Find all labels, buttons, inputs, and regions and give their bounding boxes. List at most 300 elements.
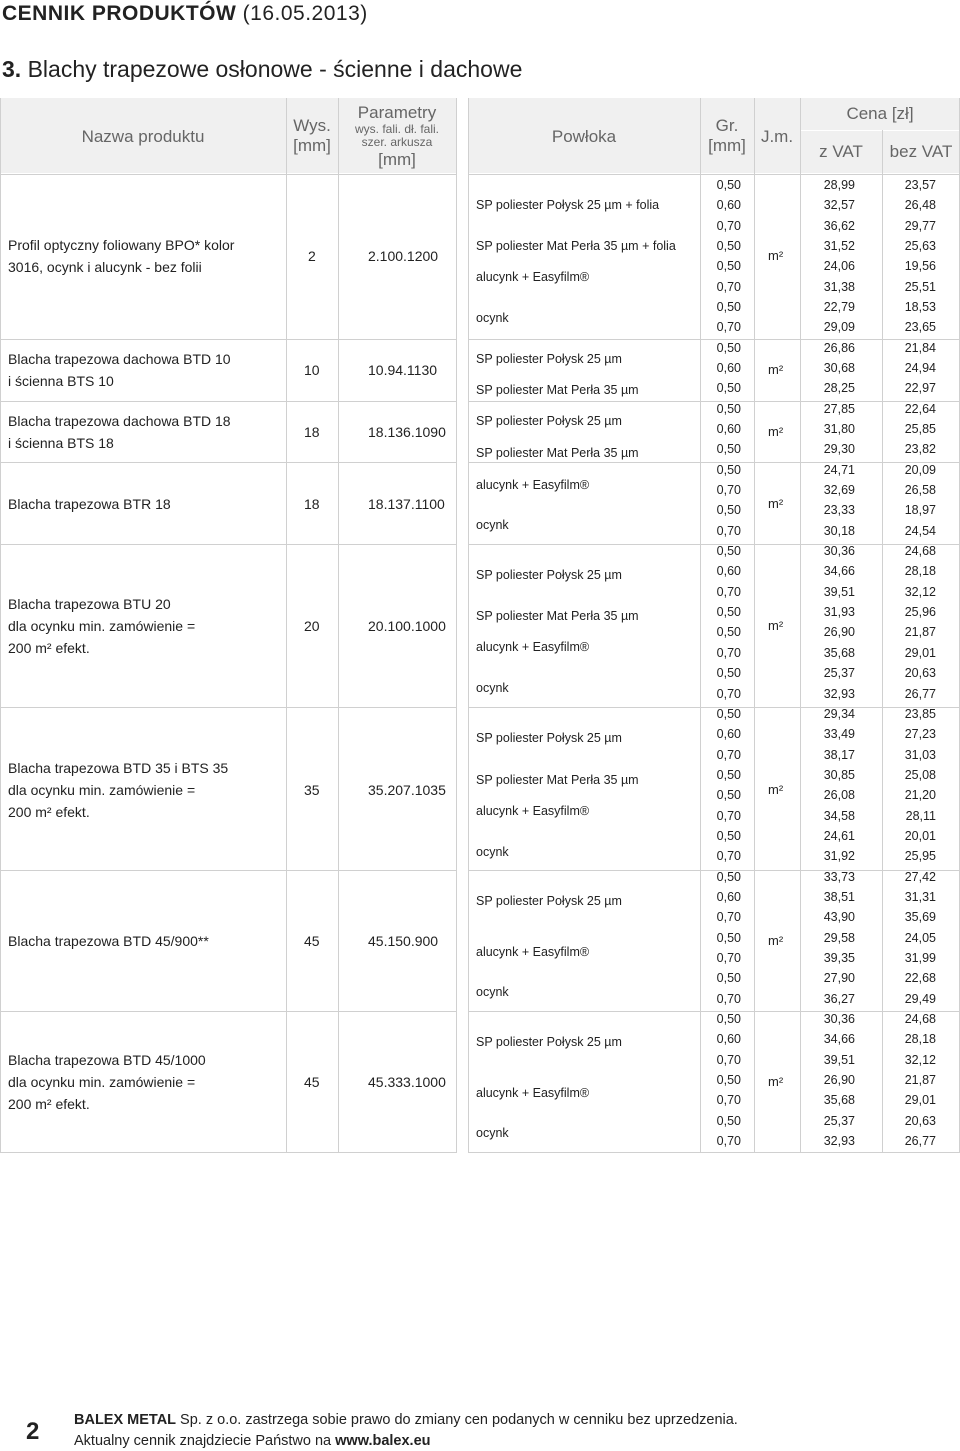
coating-label: alucynk + Easyfilm® xyxy=(476,804,590,818)
height-btd45-1000: 45 xyxy=(304,1074,320,1090)
header-thickness xyxy=(700,116,754,155)
left-sep-3 xyxy=(0,462,456,463)
price-net-cell: 26,77 xyxy=(904,1133,936,1148)
price-vat-cell: 34,66 xyxy=(823,1032,855,1047)
left-sep-5 xyxy=(0,707,456,708)
thickness-cell: 0,50 xyxy=(716,259,741,274)
price-net-cell: 21,87 xyxy=(904,625,936,640)
price-row xyxy=(468,216,960,236)
thickness-cell: 0,50 xyxy=(716,788,741,803)
coating-label: SP poliester Mat Perła 35 µm xyxy=(476,446,639,460)
price-vat-cell: 39,35 xyxy=(823,950,855,965)
price-net-cell: 23,82 xyxy=(904,442,936,457)
thickness-cell: 0,70 xyxy=(716,747,741,762)
col-line-height xyxy=(286,98,287,1153)
header-height xyxy=(286,116,338,155)
product-btd35-line2: dla ocynku min. zamówienie = xyxy=(8,782,196,798)
price-net-cell: 27,42 xyxy=(904,869,936,884)
col-line-params xyxy=(338,98,339,1153)
params-btd45-1000: 45.333.1000 xyxy=(368,1074,446,1090)
price-net-cell: 23,57 xyxy=(904,178,936,192)
coating-label: alucynk + Easyfilm® xyxy=(476,640,590,654)
footer-website[interactable]: www.balex.eu xyxy=(335,1433,431,1449)
params-btd10: 10.94.1130 xyxy=(368,362,438,378)
product-btd45-900 xyxy=(8,930,209,952)
price-row xyxy=(468,277,960,297)
height-btd35: 35 xyxy=(304,782,320,798)
price-vat-cell: 38,17 xyxy=(823,747,855,762)
price-row xyxy=(468,561,960,581)
price-vat-cell: 31,80 xyxy=(823,422,855,437)
coating-label: alucynk + Easyfilm® xyxy=(476,478,590,492)
thickness-cell: 0,50 xyxy=(716,1011,741,1026)
price-vat-cell: 30,68 xyxy=(823,361,855,376)
price-vat-cell: 26,86 xyxy=(823,340,855,355)
thickness-cell: 0,50 xyxy=(716,625,741,640)
thickness-cell: 0,50 xyxy=(716,401,741,416)
footer-company: BALEX METAL xyxy=(74,1412,177,1428)
unit-label: m² xyxy=(768,618,784,633)
product-btd45-1000 xyxy=(8,1049,206,1115)
price-vat-cell: 35,68 xyxy=(823,1093,855,1108)
price-net-cell: 24,05 xyxy=(904,930,936,945)
header-params-sub1: wys. fali. dł. fali. xyxy=(354,121,440,136)
price-net-cell: 21,87 xyxy=(904,1072,936,1087)
title-date: (16.05.2013) xyxy=(242,2,368,25)
height-btr18: 18 xyxy=(304,496,320,512)
product-btr18 xyxy=(8,493,171,515)
footer-line1-rest: Sp. z o.o. zastrzega sobie prawo do zmiany cen podanych w cenniku bez uprzedzenia. xyxy=(176,1412,738,1428)
price-header-divider xyxy=(800,130,960,131)
thickness-cell: 0,50 xyxy=(716,544,741,559)
product-btu20-line2: dla ocynku min. zamówienie = xyxy=(8,618,196,634)
price-row xyxy=(468,1111,960,1131)
header-price: Cena [zł] xyxy=(846,104,914,123)
coating-label: alucynk + Easyfilm® xyxy=(476,270,590,284)
left-sep-7 xyxy=(0,1011,456,1012)
price-net-cell: 25,08 xyxy=(904,767,936,782)
price-row xyxy=(468,1050,960,1070)
product-btr18-line1: Blacha trapezowa BTR 18 xyxy=(8,496,171,512)
footer-note xyxy=(74,1410,738,1451)
thickness-cell: 0,50 xyxy=(716,1072,741,1087)
price-vat-cell: 33,73 xyxy=(823,869,855,884)
price-row xyxy=(468,236,960,256)
price-row xyxy=(468,1090,960,1110)
product-btd10 xyxy=(8,348,231,392)
product-btd18 xyxy=(8,410,231,454)
product-bpo xyxy=(8,234,234,278)
section-title: Blachy trapezowe osłonowe - ścienne i dachowe xyxy=(27,56,523,82)
price-net-cell: 29,77 xyxy=(904,218,936,233)
price-vat-cell: 31,92 xyxy=(823,849,855,864)
price-vat-cell: 39,51 xyxy=(823,584,855,599)
price-row xyxy=(468,724,960,744)
page-number: 2 xyxy=(26,1418,40,1445)
thickness-cell: 0,50 xyxy=(716,442,741,457)
price-row xyxy=(468,989,960,1009)
left-sep-0 xyxy=(0,174,456,175)
price-vat-cell: 32,69 xyxy=(823,483,855,498)
price-row xyxy=(468,256,960,276)
price-net-cell: 31,03 xyxy=(904,747,936,762)
price-vat-cell: 34,66 xyxy=(823,564,855,579)
thickness-cell: 0,70 xyxy=(716,645,741,660)
title-text: CENNIK PRODUKTÓW xyxy=(2,2,237,25)
thickness-cell: 0,50 xyxy=(716,828,741,843)
price-vat-cell: 35,68 xyxy=(823,645,855,660)
coating-label: SP poliester Mat Perła 35 µm xyxy=(476,383,639,397)
header-thickness-label: Gr. xyxy=(715,116,739,135)
price-vat-cell: 29,58 xyxy=(823,930,855,945)
thickness-cell: 0,50 xyxy=(716,930,741,945)
price-net-cell: 18,53 xyxy=(904,300,936,315)
product-btd35-line3: 200 m² efekt. xyxy=(8,804,90,820)
price-vat-cell: 24,06 xyxy=(823,259,855,274)
price-net-cell: 29,01 xyxy=(904,1093,936,1108)
unit-label: m² xyxy=(768,1074,784,1089)
right-sep-8 xyxy=(468,1152,960,1153)
price-row xyxy=(468,846,960,866)
price-vat-cell: 31,93 xyxy=(823,605,855,620)
height-btd18: 18 xyxy=(304,424,320,440)
price-vat-cell: 30,85 xyxy=(823,767,855,782)
price-net-cell: 21,84 xyxy=(904,340,936,355)
price-net-cell: 28,18 xyxy=(904,564,936,579)
price-vat-cell: 25,37 xyxy=(823,1113,855,1128)
coating-label: alucynk + Easyfilm® xyxy=(476,945,590,959)
price-row xyxy=(468,541,960,561)
price-vat-cell: 36,27 xyxy=(823,991,855,1006)
unit-label: m² xyxy=(768,248,784,263)
params-btu20: 20.100.1000 xyxy=(368,618,446,634)
price-row xyxy=(468,419,960,439)
thickness-cell: 0,50 xyxy=(716,767,741,782)
price-net-cell: 31,31 xyxy=(904,889,936,904)
thickness-cell: 0,50 xyxy=(716,340,741,355)
params-bpo: 2.100.1200 xyxy=(368,248,439,264)
price-row xyxy=(468,806,960,826)
params-btr18: 18.137.1100 xyxy=(368,496,445,512)
price-vat-cell: 27,90 xyxy=(823,971,855,986)
price-net-cell: 27,23 xyxy=(904,727,936,742)
coating-label: SP poliester Mat Perła 35 µm xyxy=(476,773,639,787)
thickness-cell: 0,70 xyxy=(716,218,741,233)
price-row xyxy=(468,968,960,988)
thickness-cell: 0,50 xyxy=(716,503,741,518)
product-btd10-line2: i ścienna BTS 10 xyxy=(8,373,114,389)
price-net-cell: 18,97 xyxy=(904,503,936,518)
price-net-cell: 24,54 xyxy=(904,523,936,538)
price-row xyxy=(468,175,960,195)
price-row xyxy=(468,297,960,317)
thickness-cell: 0,70 xyxy=(716,950,741,965)
product-btd35-line1: Blacha trapezowa BTD 35 i BTS 35 xyxy=(8,760,229,776)
price-vat-cell: 27,85 xyxy=(823,401,855,416)
thickness-cell: 0,50 xyxy=(716,971,741,986)
footer-line2 xyxy=(74,1431,738,1451)
price-net-cell: 26,77 xyxy=(904,686,936,701)
price-vat-cell: 39,51 xyxy=(823,1052,855,1067)
price-row xyxy=(468,867,960,887)
coating-label: ocynk xyxy=(476,985,509,999)
coating-label: SP poliester Połysk 25 µm xyxy=(476,568,622,582)
coating-label: SP poliester Połysk 25 µm xyxy=(476,1035,622,1049)
price-row xyxy=(468,480,960,500)
thickness-cell: 0,70 xyxy=(716,1093,741,1108)
price-net-cell: 22,64 xyxy=(904,401,936,416)
thickness-cell: 0,70 xyxy=(716,320,741,335)
thickness-cell: 0,70 xyxy=(716,686,741,701)
price-row xyxy=(468,928,960,948)
product-bpo-line1: Profil optyczny foliowany BPO* kolor xyxy=(8,237,235,253)
price-vat-cell: 33,49 xyxy=(823,727,855,742)
price-vat-cell: 36,62 xyxy=(823,218,855,233)
header-height-unit: [mm] xyxy=(293,135,331,155)
col-line-left-start xyxy=(0,98,1,1153)
header-params-sub2: szer. arkusza xyxy=(361,135,433,150)
price-vat-cell: 24,61 xyxy=(823,828,855,843)
params-btd45-900: 45.150.900 xyxy=(368,933,439,949)
product-btd45-1000-line3: 200 m² efekt. xyxy=(8,1096,90,1112)
price-row xyxy=(468,1009,960,1029)
thickness-cell: 0,50 xyxy=(716,869,741,884)
thickness-cell: 0,50 xyxy=(716,1113,741,1128)
params-btd35: 35.207.1035 xyxy=(368,782,446,798)
price-row xyxy=(468,643,960,663)
coating-label: SP poliester Mat Perła 35 µm + folia xyxy=(476,239,676,253)
price-net-cell: 29,01 xyxy=(904,645,936,660)
price-row xyxy=(468,358,960,378)
price-net-cell: 28,18 xyxy=(904,1032,936,1047)
thickness-cell: 0,70 xyxy=(716,1052,741,1067)
price-row xyxy=(468,500,960,520)
unit-label: m² xyxy=(768,496,784,511)
price-row xyxy=(468,826,960,846)
price-row xyxy=(468,704,960,724)
coating-label: SP poliester Mat Perła 35 µm xyxy=(476,609,639,623)
price-row xyxy=(468,887,960,907)
price-vat-cell: 25,37 xyxy=(823,666,855,681)
product-btd18-line2: i ścienna BTS 18 xyxy=(8,435,114,451)
price-vat-cell: 22,79 xyxy=(823,300,855,315)
height-btu20: 20 xyxy=(304,618,320,634)
price-vat-cell: 30,18 xyxy=(823,523,855,538)
price-vat-cell: 23,33 xyxy=(823,503,855,518)
price-vat-cell: 29,34 xyxy=(823,706,855,721)
price-net-cell: 26,58 xyxy=(904,483,936,498)
price-row xyxy=(468,602,960,622)
price-net-cell: 21,20 xyxy=(904,788,936,803)
price-net-cell: 32,12 xyxy=(904,1052,936,1067)
price-net-cell: 28,11 xyxy=(905,808,936,823)
left-sep-1 xyxy=(0,339,456,340)
coating-label: SP poliester Połysk 25 µm xyxy=(476,352,622,366)
height-btd45-900: 45 xyxy=(304,933,320,949)
thickness-cell: 0,50 xyxy=(716,381,741,396)
coating-label: ocynk xyxy=(476,1126,509,1140)
unit-label: m² xyxy=(768,424,784,439)
price-row xyxy=(468,195,960,215)
thickness-cell: 0,60 xyxy=(716,198,741,213)
price-net-cell: 25,85 xyxy=(904,422,936,437)
header-coating: Powłoka xyxy=(551,127,617,146)
product-btd35 xyxy=(8,757,228,823)
price-net-cell: 31,99 xyxy=(904,950,936,965)
product-btu20-line1: Blacha trapezowa BTU 20 xyxy=(8,596,171,612)
price-row xyxy=(468,1070,960,1090)
thickness-cell: 0,70 xyxy=(716,584,741,599)
unit-label: m² xyxy=(768,362,784,377)
price-net-cell: 22,97 xyxy=(904,381,936,396)
price-net-cell: 24,94 xyxy=(904,361,936,376)
coating-label: ocynk xyxy=(476,845,509,859)
price-row xyxy=(468,663,960,683)
product-btu20 xyxy=(8,593,195,659)
document-header xyxy=(0,0,960,96)
header-unit: J.m. xyxy=(760,127,794,146)
thickness-cell: 0,50 xyxy=(716,178,741,192)
header-height-label: Wys. xyxy=(293,116,331,135)
thickness-cell: 0,70 xyxy=(716,991,741,1006)
height-btd10: 10 xyxy=(304,362,320,378)
thickness-cell: 0,50 xyxy=(716,239,741,254)
price-vat-cell: 31,52 xyxy=(823,239,855,254)
price-row xyxy=(468,745,960,765)
price-net-cell: 25,63 xyxy=(904,239,936,254)
coating-label: ocynk xyxy=(476,518,509,532)
thickness-cell: 0,60 xyxy=(716,422,741,437)
price-row xyxy=(468,1131,960,1151)
header-params-title: Parametry xyxy=(357,103,437,122)
product-btu20-line3: 200 m² efekt. xyxy=(8,640,90,656)
price-row xyxy=(468,907,960,927)
unit-label: m² xyxy=(768,782,784,797)
price-row xyxy=(468,622,960,642)
price-net-cell: 24,68 xyxy=(904,1011,936,1026)
height-bpo: 2 xyxy=(308,248,316,264)
coating-label: SP poliester Połysk 25 µm xyxy=(476,414,622,428)
thickness-cell: 0,60 xyxy=(716,1032,741,1047)
price-net-cell: 19,56 xyxy=(904,259,936,274)
thickness-cell: 0,60 xyxy=(716,889,741,904)
section-heading xyxy=(2,56,522,83)
thickness-cell: 0,60 xyxy=(716,361,741,376)
coating-label: ocynk xyxy=(476,681,509,695)
product-btd45-1000-line2: dla ocynku min. zamówienie = xyxy=(8,1074,196,1090)
left-sep-8 xyxy=(0,1152,456,1153)
price-net-cell: 32,12 xyxy=(904,584,936,599)
left-sep-6 xyxy=(0,870,456,871)
price-vat-cell: 28,25 xyxy=(823,381,855,396)
header-without-vat: bez VAT xyxy=(889,142,953,161)
price-net-cell: 25,96 xyxy=(904,605,936,620)
price-vat-cell: 26,90 xyxy=(823,625,855,640)
coating-label: SP poliester Połysk 25 µm + folia xyxy=(476,198,660,212)
price-vat-cell: 43,90 xyxy=(823,910,855,925)
price-vat-cell: 26,90 xyxy=(823,1072,855,1087)
price-vat-cell: 32,93 xyxy=(823,686,855,701)
product-btd45-900-line1: Blacha trapezowa BTD 45/900** xyxy=(8,933,209,949)
thickness-cell: 0,70 xyxy=(716,279,741,294)
coating-label: SP poliester Połysk 25 µm xyxy=(476,731,622,745)
price-row xyxy=(468,684,960,704)
thickness-cell: 0,70 xyxy=(716,910,741,925)
price-net-cell: 20,09 xyxy=(904,462,936,477)
price-vat-cell: 30,36 xyxy=(823,544,855,559)
price-vat-cell: 30,36 xyxy=(823,1011,855,1026)
coating-label: ocynk xyxy=(476,311,509,325)
header-with-vat: z VAT xyxy=(819,142,863,161)
thickness-cell: 0,50 xyxy=(716,462,741,477)
price-net-cell: 20,01 xyxy=(904,828,936,843)
price-net-cell: 22,68 xyxy=(904,971,936,986)
price-vat-cell: 24,71 xyxy=(823,462,855,477)
product-bpo-line2: 3016, ocynk i alucynk - bez folii xyxy=(8,259,202,275)
price-vat-cell: 26,08 xyxy=(823,788,855,803)
thickness-cell: 0,70 xyxy=(716,523,741,538)
price-row xyxy=(468,785,960,805)
thickness-cell: 0,50 xyxy=(716,605,741,620)
product-btd18-line1: Blacha trapezowa dachowa BTD 18 xyxy=(8,413,231,429)
price-vat-cell: 32,93 xyxy=(823,1133,855,1148)
price-net-cell: 20,63 xyxy=(904,666,936,681)
price-vat-cell: 29,09 xyxy=(823,320,855,335)
price-row xyxy=(468,521,960,541)
thickness-cell: 0,70 xyxy=(716,808,741,823)
price-row xyxy=(468,1029,960,1049)
price-row xyxy=(468,948,960,968)
left-sep-2 xyxy=(0,401,456,402)
price-net-cell: 25,95 xyxy=(904,849,936,864)
product-btd45-1000-line1: Blacha trapezowa BTD 45/1000 xyxy=(8,1052,206,1068)
price-vat-cell: 34,58 xyxy=(823,808,855,823)
price-row xyxy=(468,460,960,480)
coating-label: alucynk + Easyfilm® xyxy=(476,1086,590,1100)
thickness-cell: 0,70 xyxy=(716,1133,741,1148)
price-vat-cell: 28,99 xyxy=(823,178,855,192)
unit-label: m² xyxy=(768,933,784,948)
thickness-cell: 0,50 xyxy=(716,666,741,681)
thickness-cell: 0,70 xyxy=(716,849,741,864)
thickness-cell: 0,60 xyxy=(716,727,741,742)
price-net-cell: 25,51 xyxy=(904,279,936,294)
header-params xyxy=(338,103,456,170)
price-net-cell: 23,85 xyxy=(904,706,936,721)
thickness-cell: 0,50 xyxy=(716,706,741,721)
params-btd18: 18.136.1090 xyxy=(368,424,446,440)
price-net-cell: 23,65 xyxy=(904,320,936,335)
thickness-cell: 0,70 xyxy=(716,483,741,498)
price-net-cell: 24,68 xyxy=(904,544,936,559)
price-vat-cell: 32,57 xyxy=(823,198,855,213)
price-net-cell: 20,63 xyxy=(904,1113,936,1128)
product-btd10-line1: Blacha trapezowa dachowa BTD 10 xyxy=(8,351,231,367)
section-number: 3. xyxy=(2,56,22,82)
price-row xyxy=(468,399,960,419)
price-row xyxy=(468,765,960,785)
price-net-cell: 29,49 xyxy=(904,991,936,1006)
price-vat-cell: 38,51 xyxy=(823,889,855,904)
price-vat-cell: 31,38 xyxy=(823,279,855,294)
header-thickness-unit: [mm] xyxy=(708,135,746,155)
price-list-title xyxy=(2,2,368,26)
price-net-cell: 35,69 xyxy=(904,910,936,925)
price-row xyxy=(468,378,960,398)
header-product-name: Nazwa produktu xyxy=(81,127,205,146)
price-row xyxy=(468,317,960,337)
price-row xyxy=(468,582,960,602)
